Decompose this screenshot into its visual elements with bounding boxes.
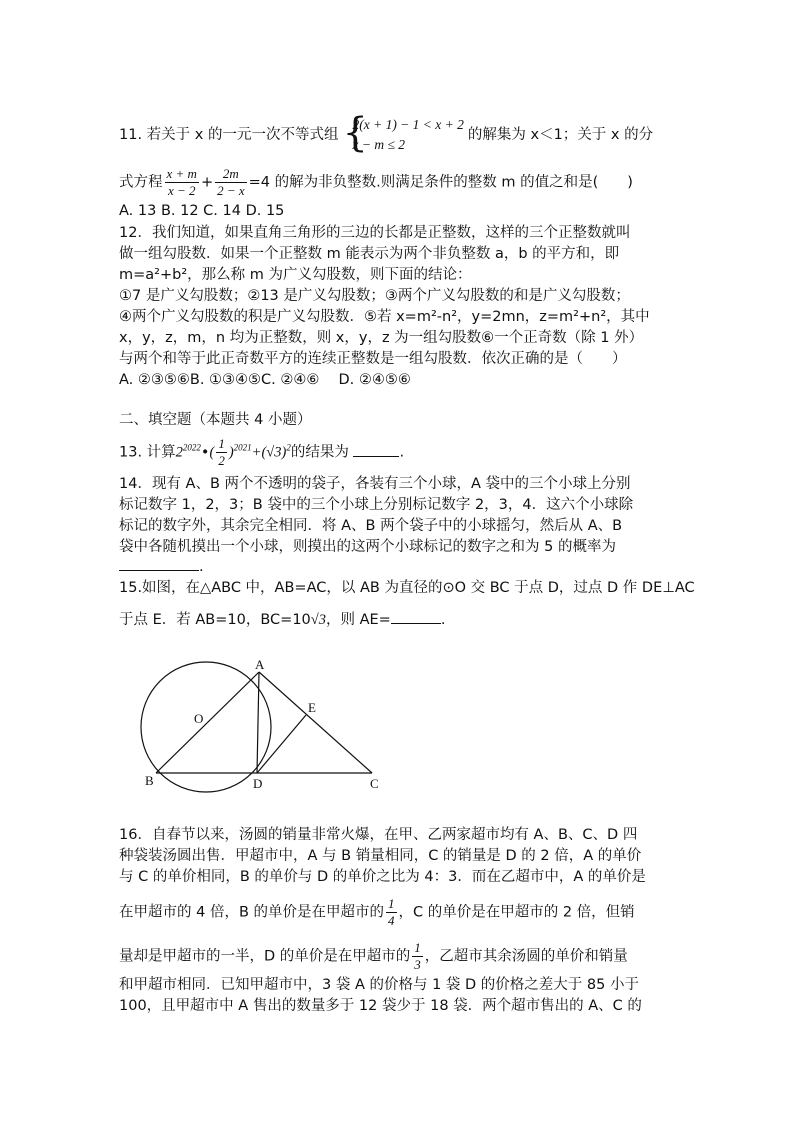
fraction-2: $\frac{2m}{2 - x}$ [217,166,245,198]
q14-end: . [199,559,204,575]
answer-blank-14[interactable] [119,556,199,571]
fraction-quarter: $\frac{1}{4}$ [388,896,395,928]
q12-options: A. ②③⑤⑥B. ①③④⑤C. ②④⑥ D. ②④⑤⑥ [119,372,411,388]
q11-options: A. 13 B. 12 C. 14 D. 15 [119,203,285,219]
q14-line5 [119,556,204,577]
label-c: C [370,776,379,791]
answer-blank-13[interactable] [353,442,399,457]
answer-blank-15[interactable] [391,609,441,624]
q12-line7: 与两个和等于此正奇数平方的连续正整数是一组勾股数．依次正确的是（ ） [119,351,627,367]
q16-text-d: ，乙超市其余汤圆的单价和销量 [424,948,628,965]
q11-text-d: =4 的解为非负整数.则满足条件的整数 m 的值之和是( ) [248,174,633,191]
q16-text-b: ，C 的单价是在甲超市的 2 倍，但销 [398,904,635,921]
label-a: A [255,657,265,672]
label-d: D [253,776,263,791]
section-heading: 二、填空题（本题共 4 小题） [119,412,312,428]
q16-line1: 16．自春节以来，汤圆的销量非常火爆，在甲、乙两家超市均有 A、B、C、D 四 [119,827,638,843]
q16-line5 [119,940,628,973]
q13-dot: • [200,444,210,461]
q13-sqrt-term: +(√3) [251,444,287,461]
q13-base: 2 [175,444,183,461]
sqrt-three: √3 [310,612,326,628]
q13-line [119,436,404,469]
label-e: E [308,700,316,715]
q11-line2 [119,166,633,199]
fraction-1: $\frac{x + m}{x - 2}$ [166,166,197,198]
q12-line4: ①7 是广义勾股数；②13 是广义勾股数；③两个广义勾股数的和是广义勾股数； [119,288,630,304]
brace-icon: { [342,110,368,156]
q13-suffix: 的结果为 [290,444,349,461]
q12-line1: 12．我们知道，如果直角三角形的三边的长都是正整数，这样的三个正整数就叫 [119,225,631,241]
q16-line4 [119,896,635,929]
label-b: B [145,773,154,788]
q12-line6: x，y，z，m，n 均为正整数，则 x，y，z 为一组勾股数⑥一个正奇数（除 1 外） [119,330,644,346]
q11-text-b: 的解集为 x＜1；关于 x 的分 [467,127,654,143]
q14-line2: 标记数字 1，2，3；B 袋中的三个小球上分别标记数字 2，3，4．这六个小球除 [119,497,634,513]
q13-paren-close: ) [228,444,234,461]
q15-text-a: 于点 E．若 AB=10，BC=10 [119,612,311,628]
q16-text-c: 量却是甲超市的一半，D 的单价是在甲超市的 [119,948,411,965]
inequality-row-2: x − m ≤ 2 [352,137,405,152]
q15-line1: 15.如图，在△ABC 中，AB=AC，以 AB 为直径的⊙O 交 BC 于点 D，过点 D 作 DE⊥AC [119,580,695,596]
q11-line1 [119,110,654,156]
plus-sign: + [200,174,214,191]
q13-prefix: 13. 计算 [119,444,176,461]
geometry-figure [140,655,400,805]
q14-line3: 标记的数字外，其余完全相同．将 A、B 两个袋子中的小球摇匀，然后从 A、B [119,518,623,534]
q13-exponent-3: 2 [286,442,291,453]
segment-ab [156,672,259,773]
q16-line3: 与 C 的单价相同，B 的单价与 D 的单价之比为 4：3．而在乙超市中，A 的单价是 [119,869,646,885]
q12-line2: 做一组勾股数．如果一个正整数 m 能表示为两个非负整数 a，b 的平方和，即 [119,246,620,262]
q15-line2 [119,609,445,630]
q13-paren-open: ( [209,444,215,461]
q13-end: . [399,444,405,461]
segment-ac [259,672,372,773]
q16-line7: 100，且甲超市中 A 售出的数量多于 12 袋少于 18 袋．两个超市售出的 A、C 的 [119,998,642,1014]
inequality-system [342,110,464,156]
q16-line2: 种袋装汤圆出售．甲超市中，A 与 B 销量相同，C 的销量是 D 的 2 倍，A 的单价 [119,848,642,864]
fraction-third: $\frac{1}{3}$ [414,940,421,972]
q15-end: . [440,612,446,628]
q11-text-a: 11. 若关于 x 的一元一次不等式组 [119,127,339,143]
label-o: O [194,711,204,726]
q14-line4: 袋中各随机摸出一个小球，则摸出的这两个小球标记的数字之和为 5 的概率为 [119,539,616,555]
q12-line3: m=a²+b²，那么称 m 为广义勾股数，则下面的结论： [119,267,472,283]
q12-line5: ④两个广义勾股数的积是广义勾股数．⑤若 x=m²-n²，y=2mn，z=m²+n²，其中 [119,309,650,325]
q13-fraction: $\frac{1}{2}$ [218,436,225,468]
q13-exponent-2: 2021 [233,442,252,453]
q11-text-c: 式方程 [119,174,163,191]
q15-text-b: ，则 AE= [325,612,391,628]
q14-line1: 14．现有 A、B 两个不透明的袋子，各装有三个小球，A 袋中的三个小球上分别 [119,476,631,492]
q13-exponent-1: 2022 [182,442,201,453]
q16-text-a: 在甲超市的 4 倍，B 的单价是在甲超市的 [119,904,384,921]
inequality-row-1: 2(x + 1) − 1 < x + 2 [352,117,464,132]
q16-line6: 和甲超市相同．已知甲超市中，3 袋 A 的价格与 1 袋 D 的价格之差大于 85 小于 [119,977,639,993]
segment-de [257,715,306,773]
